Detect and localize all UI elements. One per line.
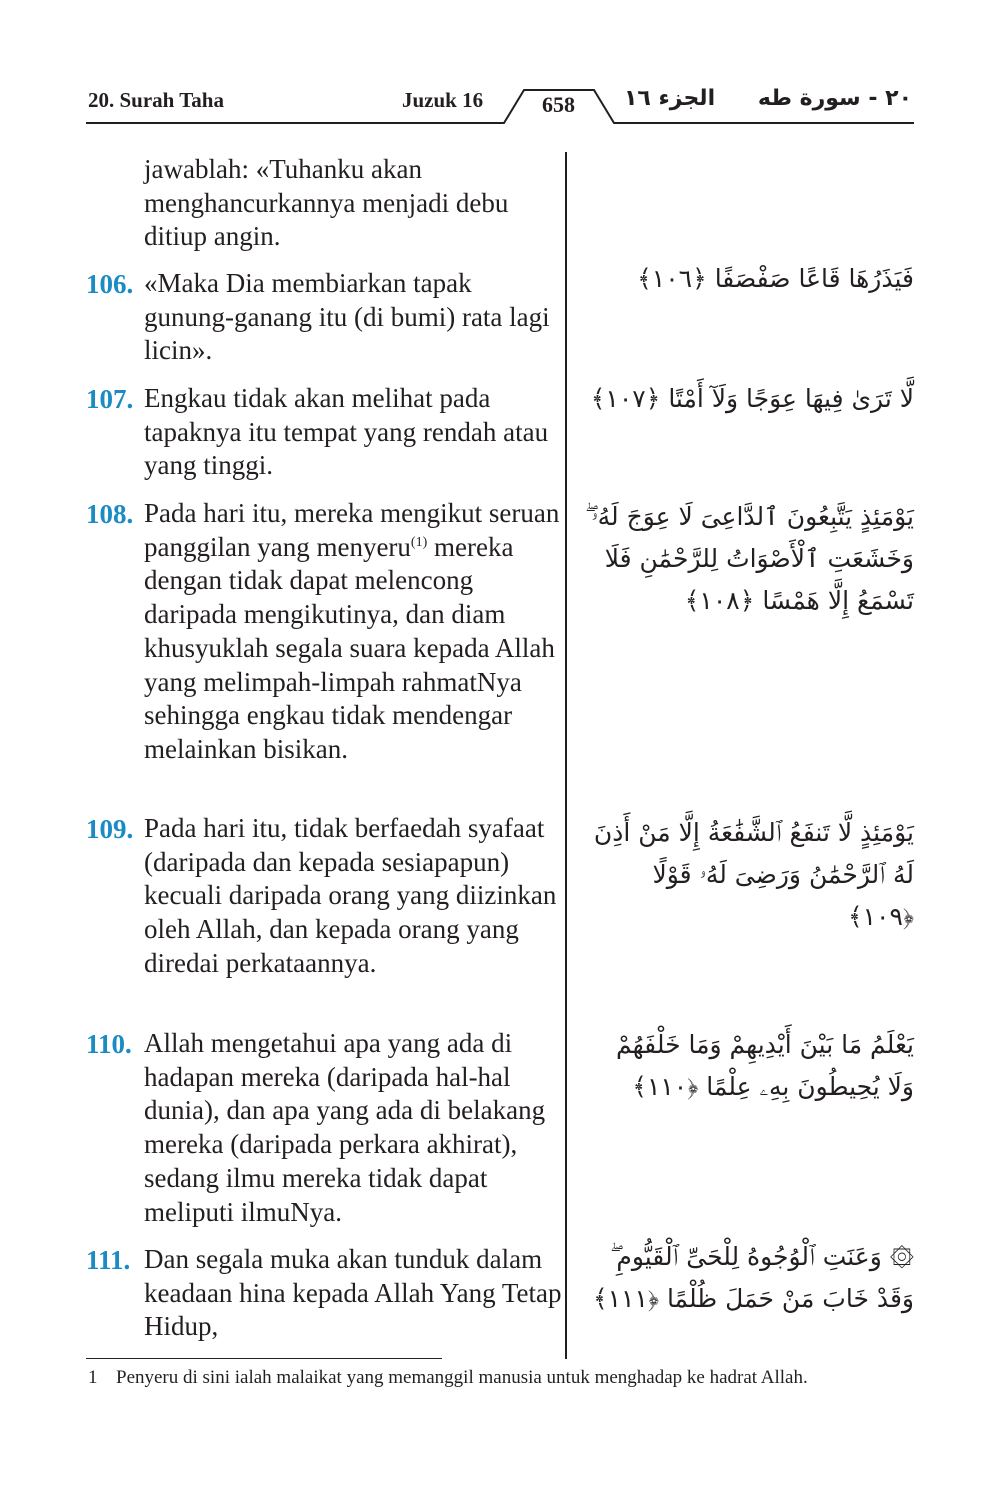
verse-111-arabic: ۞ وَعَنَتِ ٱلْوُجُوهُ لِلْحَىِّ ٱلْقَيُّومِ ۖ وَقَدْ خَابَ مَنْ حَمَلَ ظُلْمًا ﴿١١١﴾ [592, 1242, 914, 1313]
translation-part-2: mereka dengan tidak dapat melencong daripada mengikutinya, dan diam khusyuklah segala suara kepada Allah yang melimpah-limpah rahmatNya sehingga engkau tidak mendengar melainkan bisikan. [144, 531, 555, 764]
verse-110-arabic: يَعْلَمُ مَا بَيْنَ أَيْدِيهِمْ وَمَا خَلْفَهُمْ وَلَا يُحِيطُونَ بِهِۦ عِلْمًا ﴿١١٠﴾ [616, 1030, 914, 1101]
page-number: 658 [542, 92, 575, 117]
juzuk-label: Juzuk 16 [402, 88, 484, 112]
juzuk-label-arabic: الجزء ١٦ [624, 86, 716, 111]
translation-part-1: Pada hari itu, mereka mengikut seruan panggilan yang menyeru [144, 498, 560, 562]
verse-number: 110. [86, 1029, 132, 1059]
verse-108-arabic: يَوْمَئِذٍ يَتَّبِعُونَ ٱلدَّاعِىَ لَا عِوَجَ لَهُۥ ۖ وَخَشَعَتِ ٱلْأَصْوَاتُ لِلرَّحْمَٰنِ فَلَا تَسْمَعُ إِلَّا هَمْسًا ﴿١٠٨﴾ [585, 502, 914, 615]
verse-number: 108. [86, 499, 134, 529]
column-divider [565, 152, 567, 1359]
footnote-rule [86, 1358, 442, 1359]
continuation-text: jawablah: «Tuhanku akan menghancurkannya menjadi debu ditiup angin. [144, 154, 509, 252]
surah-title-latin: 20. Surah Taha [88, 88, 224, 112]
surah-title-arabic: ٢٠ - سورة طه [757, 86, 912, 111]
verse-number: 106. [86, 269, 134, 299]
verse-number: 111. [86, 1245, 131, 1275]
footnote-number: 1 [88, 1367, 98, 1388]
verse-number: 109. [86, 814, 134, 844]
verse-106-arabic: فَيَذَرُهَا قَاعًا صَفْصَفًا ﴿١٠٦﴾ [637, 264, 914, 293]
verse-107-arabic: لَّا تَرَىٰ فِيهَا عِوَجًا وَلَآ أَمْتًا ﴿١٠٧﴾ [590, 384, 914, 413]
verse-translation: Pada hari itu, tidak berfaedah syafaat (daripada dan kepada sesiapapun) kecuali daripada orang yang diizinkan oleh Allah, dan kepada orang yang diredai perkataannya. [144, 813, 557, 978]
verse-translation: Dan segala muka akan tunduk dalam keadaan hina kepada Allah Yang Tetap Hidup, [144, 1244, 562, 1342]
footnote-ref: (1) [410, 534, 428, 550]
verse-translation [144, 497, 562, 767]
page-header [86, 86, 914, 126]
verse-number: 107. [86, 384, 134, 414]
verse-109-arabic: يَوْمَئِذٍ لَّا تَنفَعُ ٱلشَّفَٰعَةُ إِلَّا مَنْ أَذِنَ لَهُ ٱلرَّحْمَٰنُ وَرَضِىَ لَهُۥ قَوْلًا ﴿١٠٩﴾ [593, 818, 914, 931]
footnote-text: Penyeru di sini ialah malaikat yang memanggil manusia untuk menghadap ke hadrat Allah. [116, 1367, 808, 1388]
verse-translation: Engkau tidak akan melihat pada tapaknya itu tempat yang rendah atau yang tinggi. [144, 383, 549, 481]
verse-translation: Allah mengetahui apa yang ada di hadapan mereka (daripada hal-hal dunia), dan apa yang ada di belakang mereka (daripada perkara akhirat), sedang ilmu mereka tidak dapat meliputi ilmuNya. [144, 1028, 546, 1227]
verse-translation: «Maka Dia membiarkan tapak gunung-ganang itu (di bumi) rata lagi licin». [144, 268, 550, 366]
